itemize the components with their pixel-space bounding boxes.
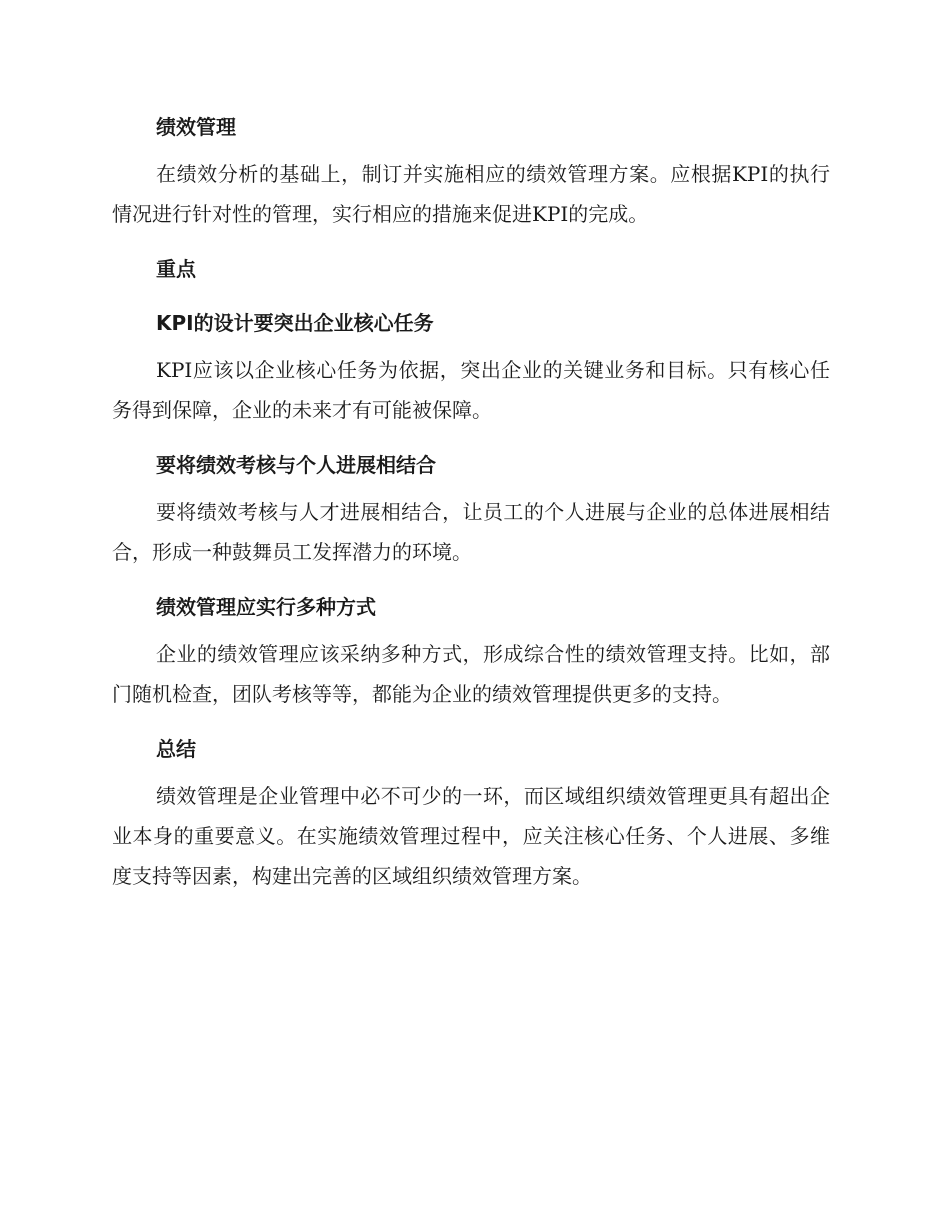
section-heading-personal-development: 要将绩效考核与个人进展相结合 [156, 453, 436, 477]
section-heading-performance-management: 绩效管理 [156, 115, 236, 139]
paragraph-performance-management: 在绩效分析的基础上，制订并实施相应的绩效管理方案。应根据KPI的执行情况进行针对性的管理，实行相应的措施来促进KPI的完成。 [112, 162, 830, 226]
section-heading-kpi-design: KPI的设计要突出企业核心任务 [156, 311, 434, 335]
paragraph-summary: 绩效管理是企业管理中必不可少的一环，而区域组织绩效管理更具有超出企业本身的重要意义。在实施绩效管理过程中，应关注核心任务、个人进展、多维度支持等因素，构建出完善的区域组织绩效管理方案。 [112, 784, 830, 888]
section-heading-summary: 总结 [156, 737, 196, 761]
paragraph-multiple-methods: 企业的绩效管理应该采纳多种方式，形成综合性的绩效管理支持。比如，部门随机检查，团队考核等等，都能为企业的绩效管理提供更多的支持。 [112, 642, 830, 706]
paragraph-personal-development: 要将绩效考核与人才进展相结合，让员工的个人进展与企业的总体进展相结合，形成一种鼓舞员工发挥潜力的环境。 [112, 500, 830, 564]
document-page [112, 100, 830, 904]
section-heading-multiple-methods: 绩效管理应实行多种方式 [156, 595, 376, 619]
section-heading-key-points: 重点 [156, 257, 196, 281]
paragraph-kpi-design: KPI应该以企业核心任务为依据，突出企业的关键业务和目标。只有核心任务得到保障，企业的未来才有可能被保障。 [112, 358, 830, 422]
